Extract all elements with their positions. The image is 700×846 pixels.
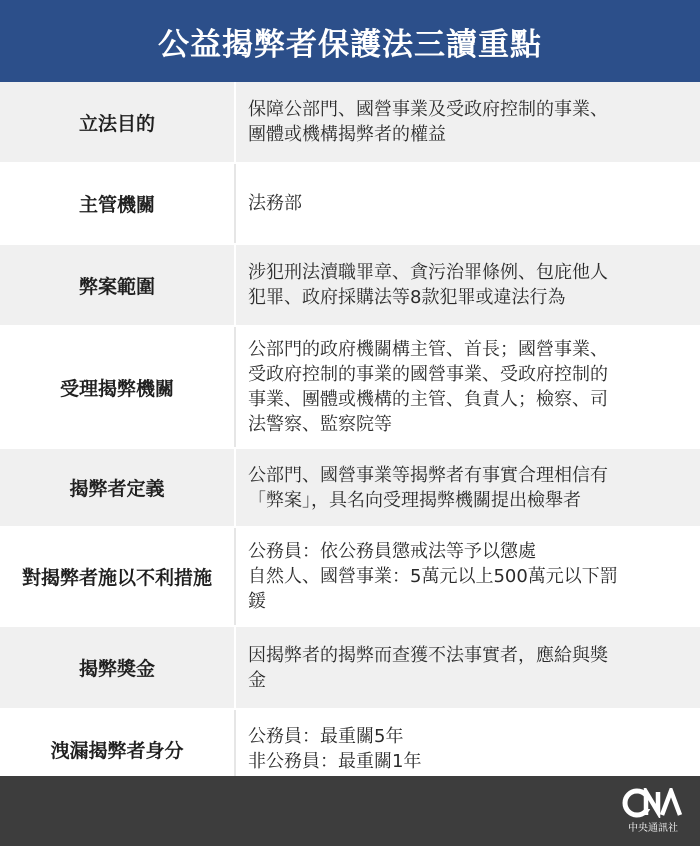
table-row — [0, 449, 700, 528]
row-label: 弊案範圍 — [0, 245, 236, 325]
row-value: 因揭弊者的揭弊而查獲不法事實者，應給與獎 金 — [236, 627, 700, 708]
row-value: 公部門、國營事業等揭弊者有事實合理相信有 「弊案」，具名向受理揭弊機關提出檢舉者 — [236, 449, 700, 526]
table-row — [0, 164, 700, 245]
table-row — [0, 627, 700, 710]
table-row — [0, 528, 700, 627]
row-label: 對揭弊者施以不利措施 — [0, 528, 236, 625]
row-label: 洩漏揭弊者身分 — [0, 710, 236, 788]
page-title: 公益揭弊者保護法三讀重點 — [158, 26, 542, 63]
row-label: 揭弊者定義 — [0, 449, 236, 526]
footer-bar — [0, 776, 700, 846]
header-bar — [0, 0, 700, 82]
row-value: 保障公部門、國營事業及受政府控制的事業、 團體或機構揭弊者的權益 — [236, 82, 700, 162]
row-label: 受理揭弊機關 — [0, 327, 236, 447]
row-label: 主管機關 — [0, 164, 236, 243]
row-value: 公部門的政府機關構主管、首長；國營事業、 受政府控制的事業的國營事業、受政府控制的 事業、團體或機構的主管、負責人；檢察、司 法警察、監察院等 — [236, 327, 700, 447]
row-value: 公務員：最重關5年 非公務員：最重關1年 — [236, 710, 700, 788]
cna-logo — [620, 788, 686, 836]
table-row — [0, 82, 700, 164]
table-row — [0, 245, 700, 327]
table-row — [0, 327, 700, 449]
row-label: 揭弊獎金 — [0, 627, 236, 708]
logo-text: 中央通訊社 — [628, 823, 678, 834]
row-value: 法務部 — [236, 164, 700, 243]
cna-logo-icon — [622, 788, 684, 818]
row-value: 涉犯刑法瀆職罪章、貪污治罪條例、包庇他人 犯罪、政府採購法等8款犯罪或違法行為 — [236, 245, 700, 325]
key-points-table — [0, 82, 700, 790]
row-value: 公務員：依公務員懲戒法等予以懲處 自然人、國營事業：5萬元以上500萬元以下罰 鍰 — [236, 528, 700, 625]
row-label: 立法目的 — [0, 82, 236, 162]
